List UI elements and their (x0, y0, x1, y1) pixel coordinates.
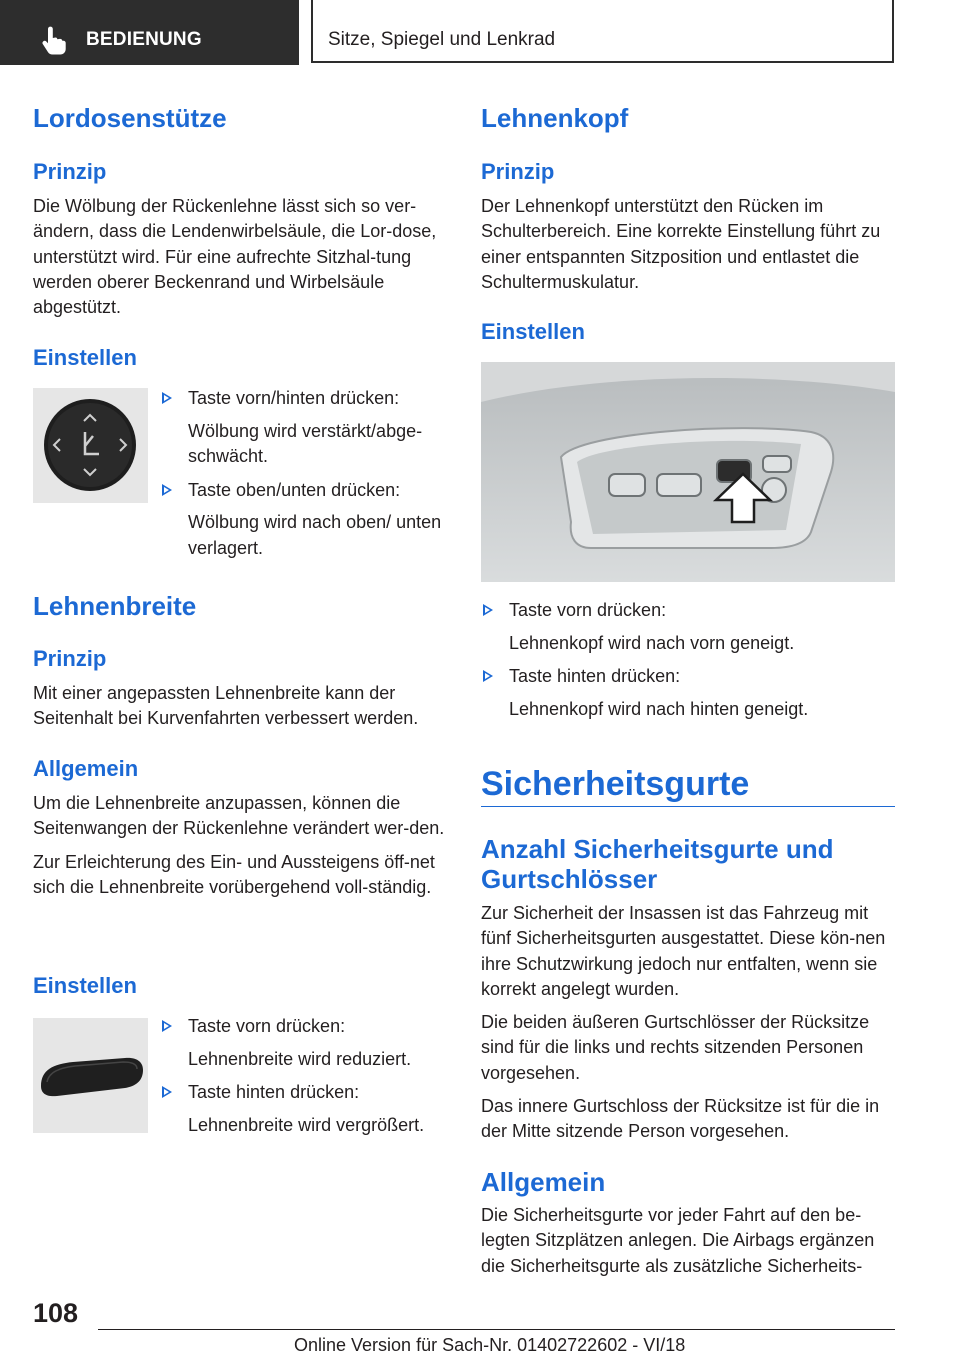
paragraph-gurte-allgemein: Die Sicherheitsgurte vor jeder Fahrt auf den be-legten Sitzplätzen anlegen. Die Airbags ergänzen die Sicherheitsgurte als zusätzliche Sicherheits- (481, 1205, 875, 1276)
step-result: Lehnenkopf wird nach hinten geneigt. (509, 698, 809, 719)
step-result: Lehnenkopf wird nach vorn geneigt. (509, 632, 795, 653)
lehnenbreite-control-image (33, 1018, 148, 1133)
paragraph-gurte-3: Das innere Gurtschloss der Rücksitze ist für die in der Mitte sitzende Person vorgesehen. (481, 1096, 880, 1142)
triangle-bullet-icon (483, 670, 493, 682)
seat-control-graphic (481, 362, 895, 582)
step-result: Wölbung wird nach oben/ unten verlagert. (188, 512, 442, 558)
triangle-bullet-icon (162, 392, 172, 404)
footer-rule (98, 1329, 895, 1330)
heading-lehnenbreite: Lehnenbreite (33, 591, 197, 621)
heading-einstellen: Einstellen (481, 319, 585, 344)
triangle-bullet-icon (162, 1020, 172, 1032)
heading-lordosenstuetze: Lordosenstütze (33, 103, 227, 133)
section-title: BEDIENUNG (86, 29, 202, 50)
step-action: Taste hinten drücken: (509, 666, 681, 686)
step-item (148, 1080, 448, 1138)
hand-pointer-icon (38, 26, 68, 56)
lehnenbreite-button-graphic (33, 1018, 148, 1133)
paragraph-lordose-prinzip: Die Wölbung der Rückenlehne lässt sich so ver-ändern, dass die Lendenwirbelsäule, die Lor-dose, unterstützt wird. Für eine aufrechte Sitzhal-tung werden oberer Beckenrand und Wirbelsäule abgestützt. (33, 196, 437, 318)
paragraph-lehnenbreite-allgemein-1: Um die Lehnenbreite anzupassen, können die Seitenwangen der Rückenlehne verändert wer-den. (33, 793, 445, 839)
heading-prinzip: Prinzip (33, 159, 107, 184)
heading-allgemein: Allgemein (481, 1167, 606, 1197)
chapter-title: Sitze, Spiegel und Lenkrad (328, 29, 556, 50)
lordose-steps (148, 386, 448, 561)
step-item (148, 478, 448, 562)
lehnenbreite-steps (148, 1014, 448, 1138)
step-action: Taste oben/unten drücken: (188, 479, 401, 500)
lordose-control-image (33, 388, 148, 503)
paragraph-lehnenbreite-allgemein-2: Zur Erleichterung des Ein- und Aussteigens öff-net sich die Lehnenbreite vorübergehend voll-ständig. (33, 851, 435, 897)
paragraph-gurte-1: Zur Sicherheit der Insassen ist das Fahrzeug mit fünf Sicherheitsgurten ausgestattet. Diese kön-nen ihre Schutzwirkung jedoch nur entfalten, wenn sie korrekt angelegt wurden. (481, 903, 886, 999)
triangle-bullet-icon (483, 604, 493, 616)
heading-rule (481, 806, 895, 807)
header-section-tab (0, 0, 299, 65)
heading-einstellen: Einstellen (33, 973, 137, 998)
step-action: Taste vorn drücken: (509, 600, 667, 620)
step-action: Taste vorn/hinten drücken: (188, 388, 400, 408)
paragraph-lehnenkopf-prinzip: Der Lehnenkopf unterstützt den Rücken im Schulterbereich. Eine korrekte Einstellung führt zu einer entspannten Sitzposition und entlastet die Schultermuskulatur. (481, 196, 881, 292)
heading-allgemein: Allgemein (33, 756, 139, 781)
footer-online-version: Online Version für Sach-Nr. 01402722602 - VI/18 (294, 1335, 686, 1355)
step-action: Taste vorn drücken: (188, 1016, 346, 1036)
step-item (481, 664, 895, 722)
step-result: Wölbung wird verstärkt/abge-schwächt. (188, 420, 423, 466)
heading-lehnenkopf: Lehnenkopf (481, 103, 629, 133)
paragraph-gurte-2: Die beiden äußeren Gurtschlösser der Rücksitze sind für die links und rechts sitzenden Personen vorgesehen. (481, 1012, 870, 1083)
step-item (148, 386, 448, 470)
header-chapter-box (311, 0, 894, 63)
triangle-bullet-icon (162, 484, 172, 496)
step-action: Taste hinten drücken: (188, 1082, 360, 1102)
heading-prinzip: Prinzip (33, 646, 107, 671)
triangle-bullet-icon (162, 1086, 172, 1098)
heading-prinzip: Prinzip (481, 159, 555, 184)
step-item (148, 1014, 448, 1072)
step-result: Lehnenbreite wird reduziert. (188, 1048, 412, 1069)
heading-anzahl-gurte: Anzahl Sicherheitsgurte und Gurtschlösser (481, 834, 834, 894)
heading-einstellen: Einstellen (33, 345, 137, 370)
page-number: 108 (33, 1298, 79, 1328)
step-result: Lehnenbreite wird vergrößert. (188, 1114, 425, 1135)
lehnenkopf-seat-control-image (481, 362, 895, 582)
step-item (481, 598, 895, 656)
lehnenkopf-steps (481, 598, 895, 722)
paragraph-lehnenbreite-prinzip: Mit einer angepassten Lehnenbreite kann der Seitenhalt bei Kurvenfahrten verbessert werden. (33, 683, 419, 729)
heading-sicherheitsgurte: Sicherheitsgurte (481, 765, 750, 803)
lordose-button-graphic (33, 388, 148, 503)
